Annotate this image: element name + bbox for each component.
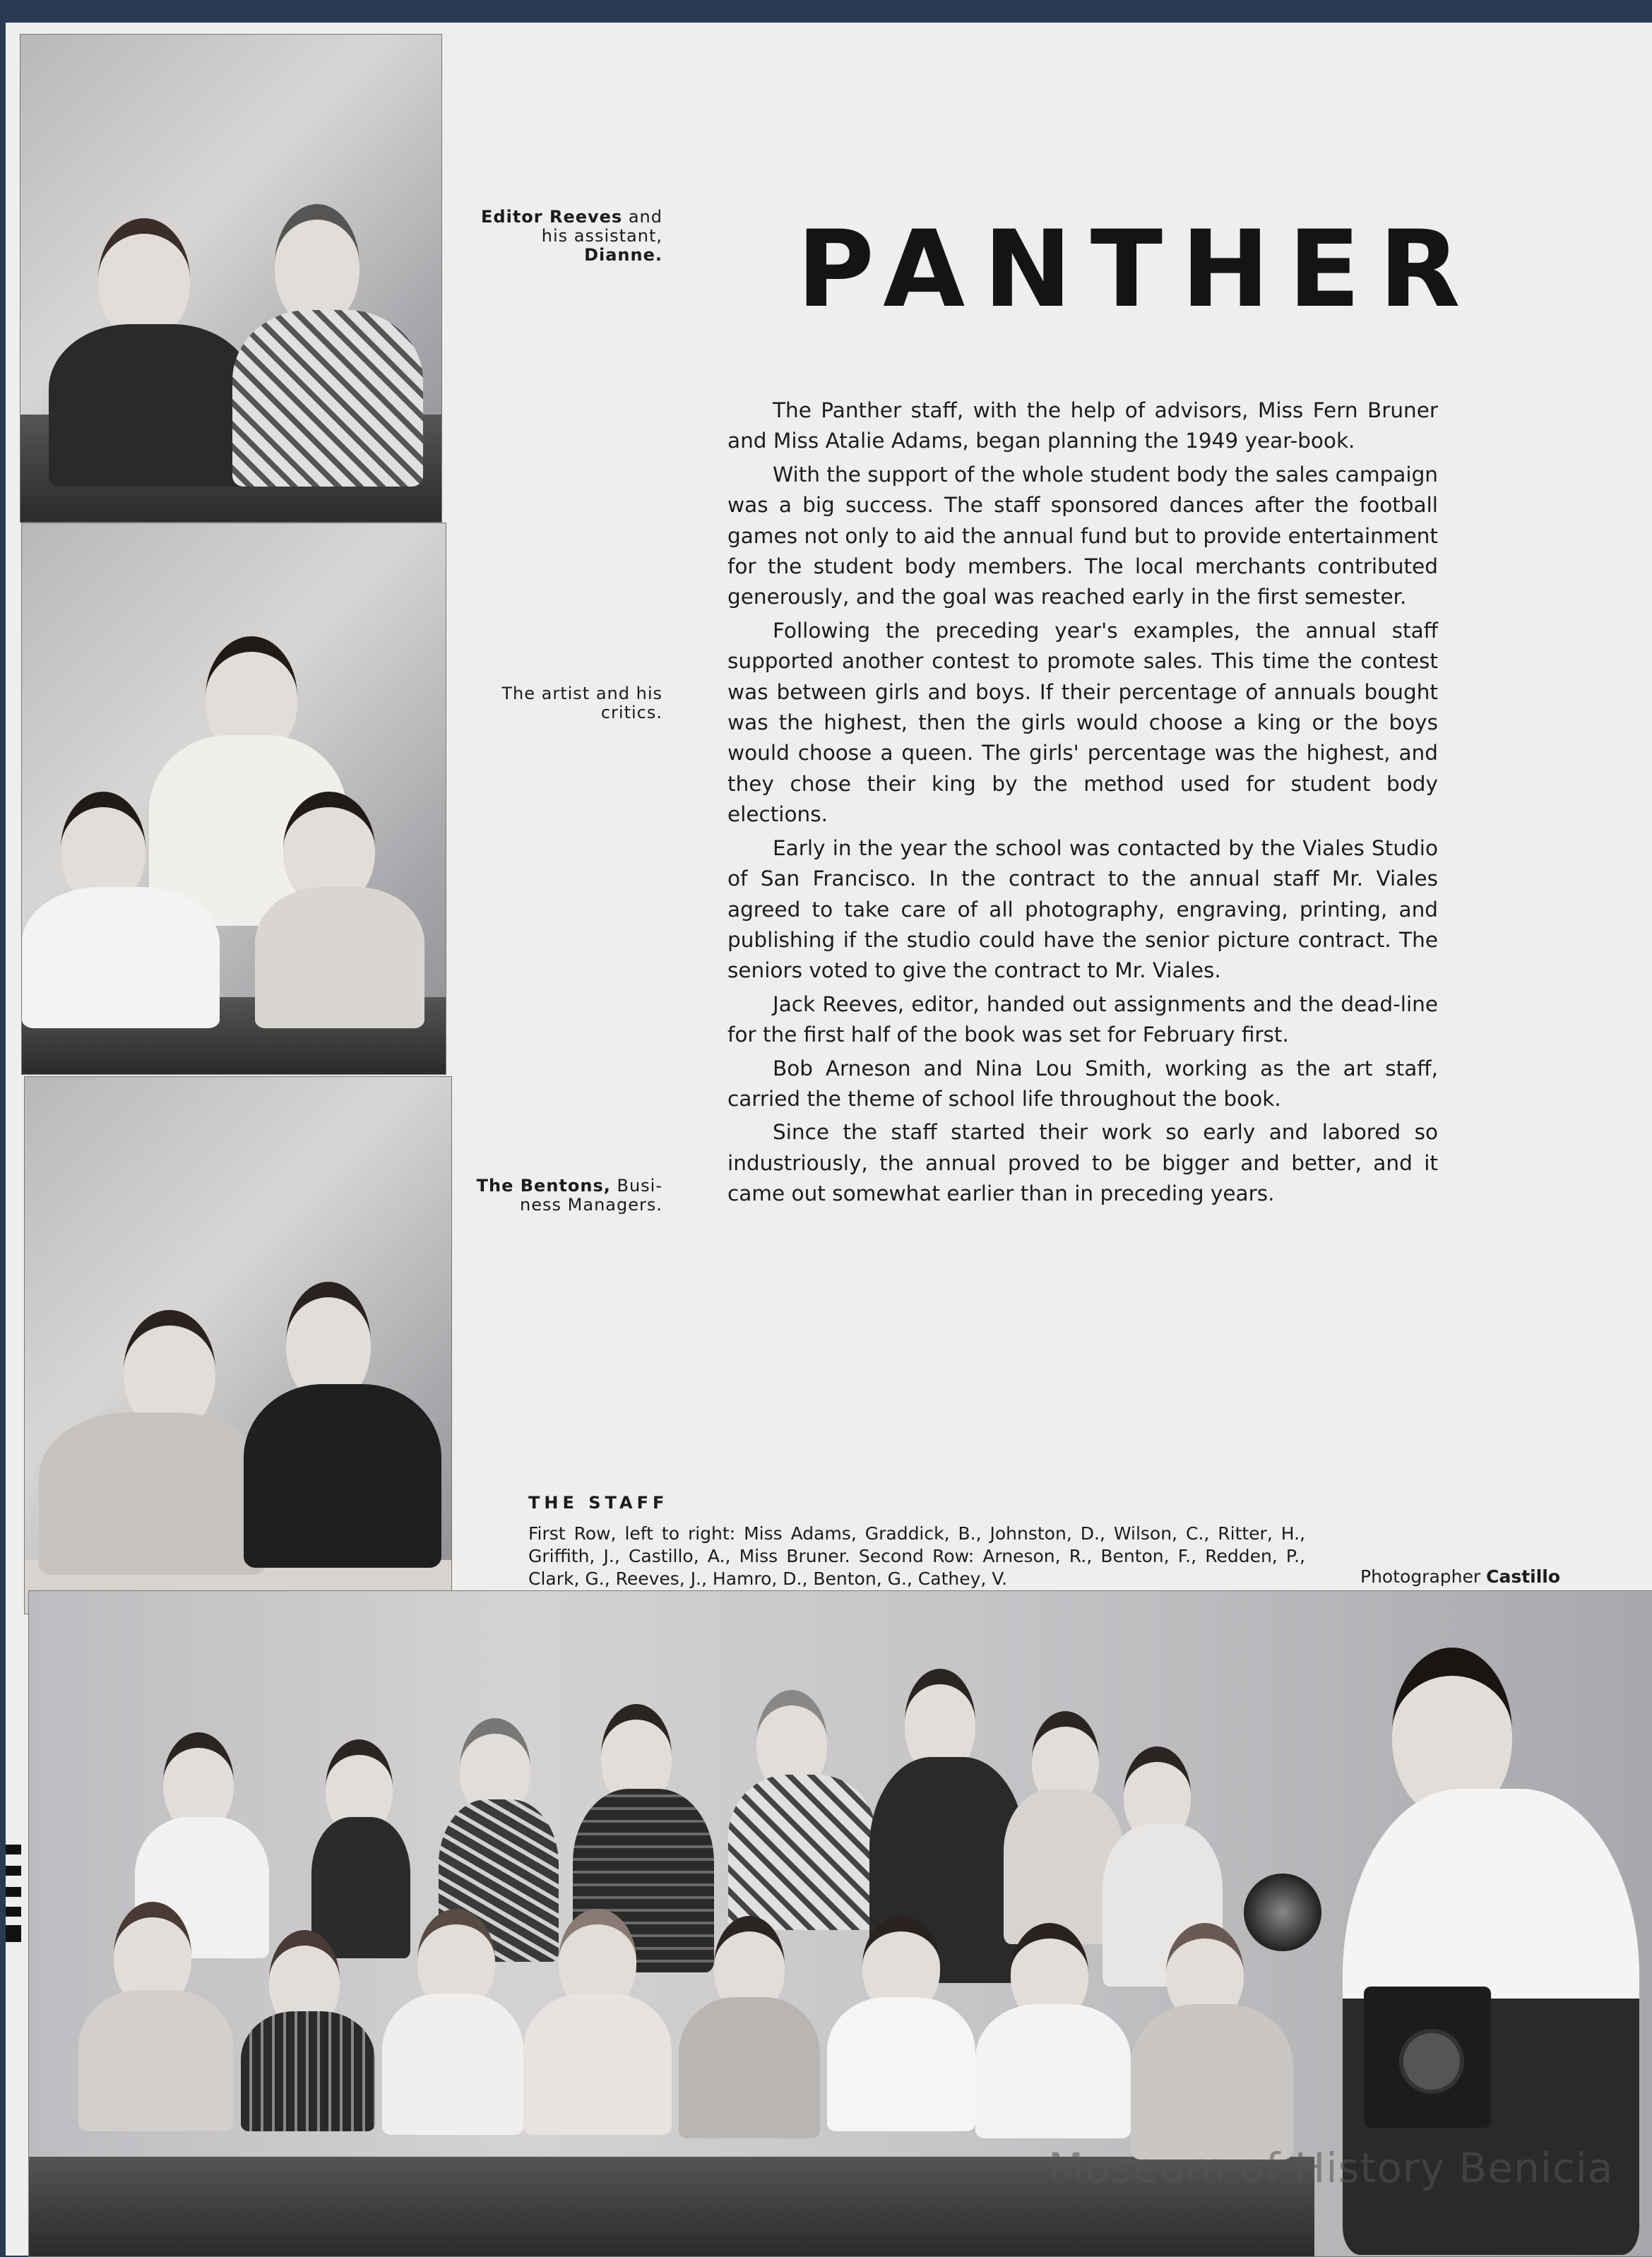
photographer-label: Photographer bbox=[1360, 1566, 1487, 1587]
binding-mark bbox=[6, 1845, 21, 1854]
flash-icon bbox=[1244, 1874, 1321, 1951]
staff-heading: THE STAFF bbox=[528, 1493, 669, 1513]
camera-icon bbox=[1364, 1987, 1491, 2128]
caption-artist bbox=[458, 684, 662, 722]
caption-editor-name: Dianne. bbox=[584, 245, 662, 265]
caption-bentons-text: ness Managers. bbox=[520, 1195, 662, 1215]
caption-editor bbox=[458, 208, 662, 265]
caption-bentons bbox=[458, 1177, 662, 1215]
body-paragraph: Since the staff started their work so early and labored so industriously, the annual proved to be bigger and better, and it came out somewhat earlier than in preceding years. bbox=[727, 1120, 1438, 1206]
photo-editor-assistant bbox=[20, 34, 442, 523]
caption-editor-text: and bbox=[622, 207, 662, 227]
caption-bentons-bold: The Bentons, bbox=[476, 1176, 611, 1196]
binding-mark bbox=[6, 1925, 21, 1942]
staff-list: First Row, left to right: Miss Adams, Graddick, B., Johnston, D., Wilson, C., Ritter, H., Griffith, J., Castillo, A., Miss Bruner. Second Row: Arneson, R., Benton, F., Redden, P., Clark, G., Reeves, J., Hamro, D., Benton, G., Cathey, V. bbox=[528, 1523, 1305, 1589]
caption-bentons-text: Busi- bbox=[610, 1176, 662, 1196]
body-paragraph: Early in the year the school was contacted by the Viales Studio of San Francisco. In the contract to the annual staff Mr. Viales agreed to take care of all photography, engraving, printing, and publishing if the studio could have the senior picture contract. The seniors voted to give the contract to Mr. Viales. bbox=[727, 835, 1438, 983]
body-paragraph: Following the preceding year's examples, the annual staff supported another contest to promote sales. This time the contest was between girls and boys. If their percentage of annuals bought was the highest, then the girls would choose a king or the boys would choose a queen. The girls' percentage was the highest, and they chose their king by the method used for student body elections. bbox=[727, 618, 1438, 827]
body-text bbox=[727, 395, 1438, 1213]
caption-artist-text: The artist and his bbox=[501, 684, 662, 703]
photographer-credit bbox=[1360, 1566, 1560, 1587]
body-paragraph: With the support of the whole student body the sales campaign was a big success. The staff sponsored dances after the football games not only to aid the annual fund but to provide entertainment for the student body members. The local merchants contributed generously, and the goal was reached early in the first semester. bbox=[727, 462, 1438, 609]
binding-mark bbox=[6, 1887, 21, 1897]
photographer-name: Castillo bbox=[1486, 1566, 1561, 1587]
watermark: Museum of History Benicia bbox=[1048, 2144, 1614, 2192]
page-title: PANTHER bbox=[797, 208, 1479, 331]
caption-artist-text: critics. bbox=[600, 703, 662, 722]
caption-editor-text: his assistant, bbox=[541, 226, 662, 246]
body-paragraph: Bob Arneson and Nina Lou Smith, working as the art staff, carried the theme of school life throughout the book. bbox=[727, 1056, 1438, 1111]
binding-mark bbox=[6, 1907, 21, 1917]
yearbook-page bbox=[6, 23, 1652, 2256]
photo-bentons bbox=[24, 1076, 452, 1614]
body-paragraph: Jack Reeves, editor, handed out assignments and the dead-line for the first half of the book was set for February first. bbox=[727, 991, 1438, 1047]
caption-editor-bold: Editor Reeves bbox=[481, 207, 623, 227]
body-paragraph: The Panther staff, with the help of advisors, Miss Fern Bruner and Miss Atalie Adams, began planning the 1949 year-book. bbox=[727, 398, 1438, 453]
binding-mark bbox=[6, 1866, 21, 1876]
photo-artist-critics bbox=[21, 523, 446, 1075]
